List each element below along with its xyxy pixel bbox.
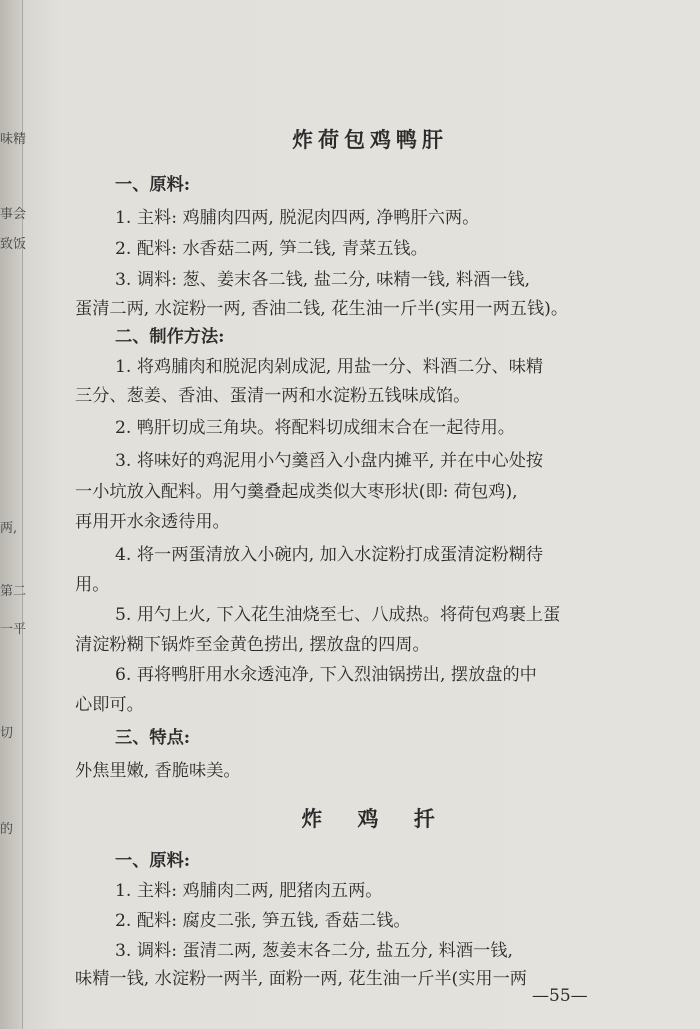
margin-fragment: 一平: [0, 622, 27, 637]
ingredient-line: 味精一钱, 水淀粉一两半, 面粉一两, 花生油一斤半(实用一两: [75, 969, 527, 989]
section-heading: 一、原料:: [115, 175, 191, 195]
step-line: 2. 鸭肝切成三角块。将配料切成细末合在一起待用。: [115, 418, 515, 438]
step-line: 清淀粉糊下锅炸至金黄色捞出, 摆放盘的四周。: [75, 635, 430, 655]
margin-fragment: 的: [0, 822, 14, 837]
margin-fragment: 事会: [0, 207, 27, 222]
ingredient-line: 2. 配料: 水香菇二两, 笋二钱, 青菜五钱。: [115, 239, 428, 259]
step-line: 心即可。: [75, 695, 144, 715]
ingredient-line: 3. 调料: 葱、姜末各二钱, 盐二分, 味精一钱, 料酒一钱,: [115, 270, 531, 290]
book-binding: [0, 0, 27, 1029]
step-line: 再用开水汆透待用。: [75, 512, 230, 532]
step-line: 3. 将味好的鸡泥用小勺羹舀入小盘内摊平, 并在中心处按: [115, 451, 544, 471]
margin-fragment: 味精: [0, 132, 27, 147]
ingredient-line: 2. 配料: 腐皮二张, 笋五钱, 香菇二钱。: [115, 911, 411, 931]
section-heading: 一、原料:: [115, 851, 191, 871]
step-line: 5. 用勺上火, 下入花生油烧至七、八成热。将荷包鸡裹上蛋: [115, 605, 561, 625]
margin-fragment: 致饭: [0, 237, 27, 252]
step-line: 1. 将鸡脯肉和脱泥肉剁成泥, 用盐一分、料酒二分、味精: [115, 357, 544, 377]
step-line: 三分、葱姜、香油、蛋清一两和水淀粉五钱味成馅。: [75, 386, 471, 406]
step-line: 一小坑放入配料。用勺羹叠起成类似大枣形状(即: 荷包鸡),: [75, 482, 518, 502]
margin-fragment: 第二: [0, 584, 27, 599]
step-line: 4. 将一两蛋清放入小碗内, 加入水淀粉打成蛋清淀粉糊待: [115, 545, 544, 565]
feature-line: 外焦里嫩, 香脆味美。: [75, 761, 241, 781]
recipe-title: 炸 鸡 扦: [301, 806, 439, 831]
margin-fragment: 两,: [0, 521, 18, 536]
recipe-title: 炸荷包鸡鸭肝: [292, 127, 448, 152]
ingredient-line: 1. 主料: 鸡脯肉二两, 肥猪肉五两。: [115, 881, 383, 901]
ingredient-line: 3. 调料: 蛋清二两, 葱姜末各二分, 盐五分, 料酒一钱,: [115, 941, 513, 961]
section-heading: 二、制作方法:: [115, 327, 225, 347]
step-line: 6. 再将鸭肝用水汆透沌净, 下入烈油锅捞出, 摆放盘的中: [115, 665, 537, 685]
ingredient-line: 1. 主料: 鸡脯肉四两, 脱泥肉四两, 净鸭肝六两。: [115, 208, 480, 228]
step-line: 用。: [75, 575, 110, 595]
page-number: —55—: [532, 986, 588, 1006]
section-heading: 三、特点:: [115, 728, 191, 748]
ingredient-line: 蛋清二两, 水淀粉一两, 香油二钱, 花生油一斤半(实用一两五钱)。: [75, 299, 569, 319]
margin-fragment: 切: [0, 726, 14, 741]
